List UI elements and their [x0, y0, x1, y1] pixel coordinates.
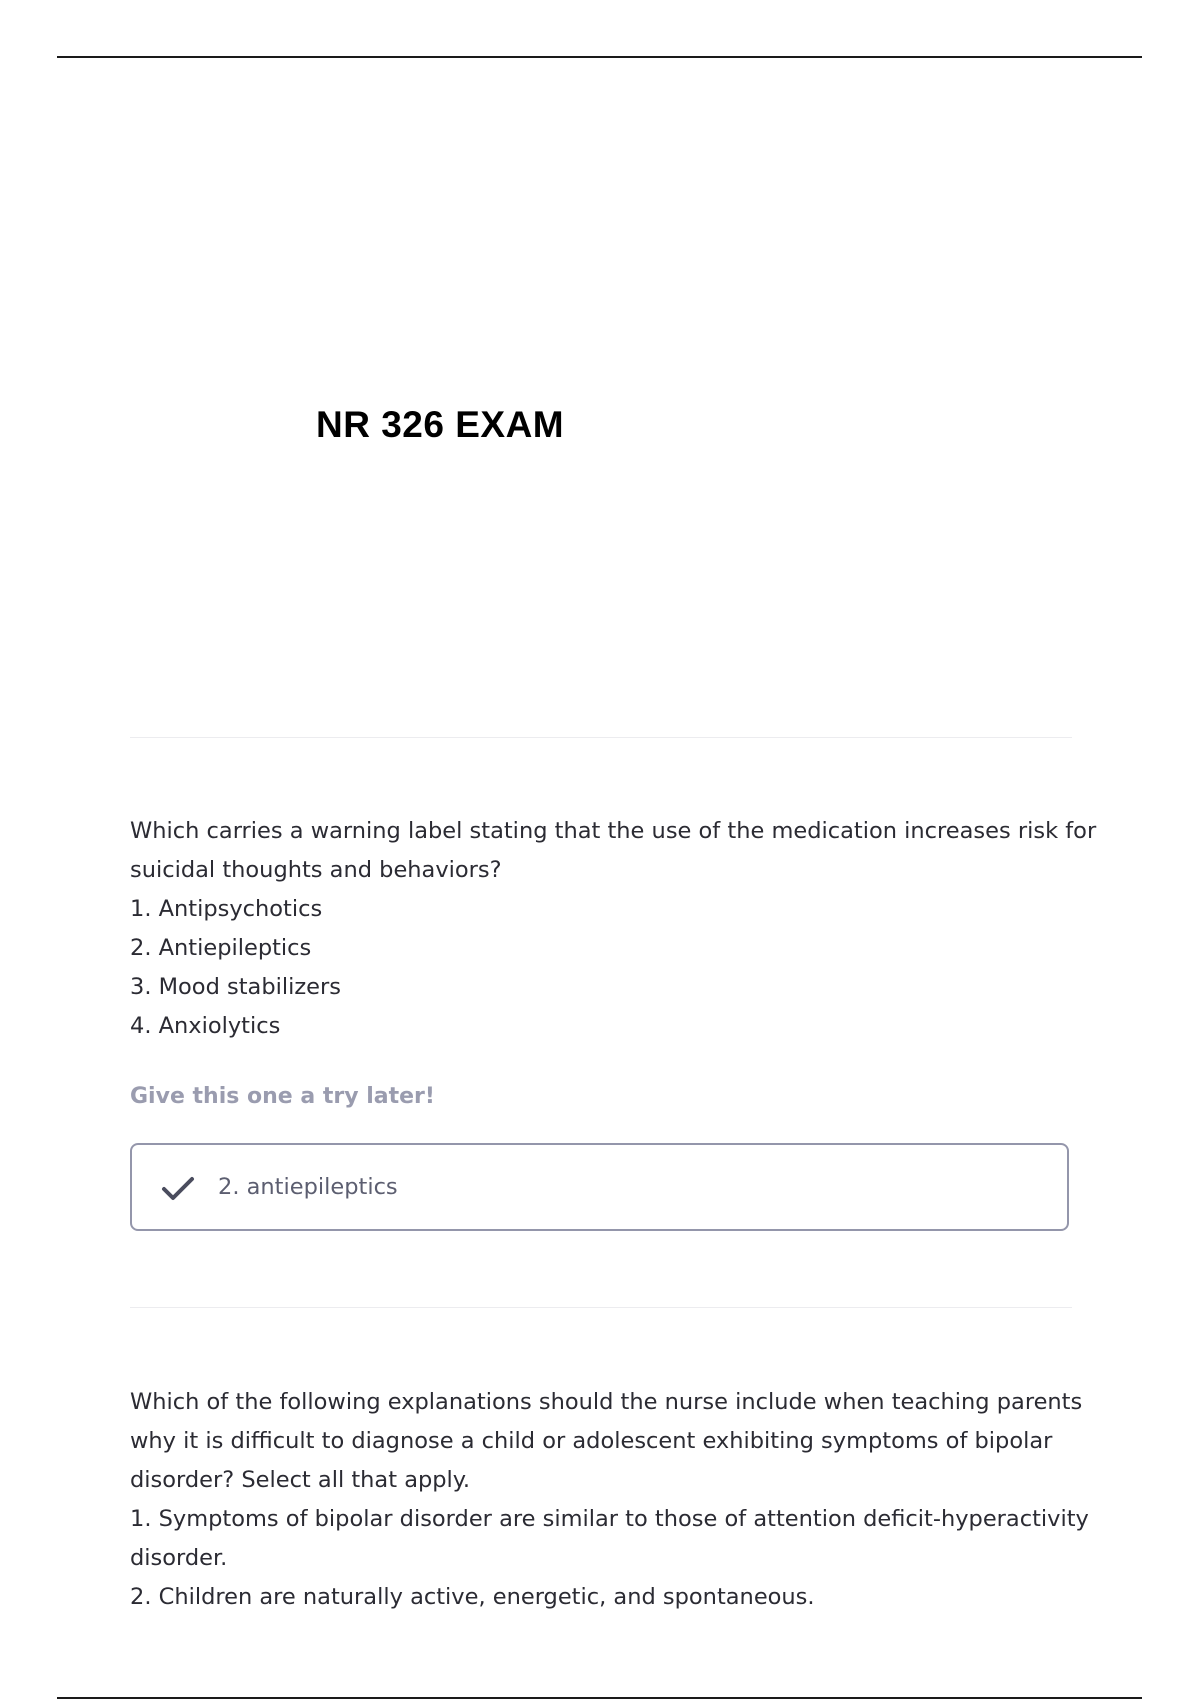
- question-2-option: 1. Symptoms of bipolar disorder are similar to those of attention deficit-hyperactivity: [130, 1506, 1089, 1532]
- question-1-text-line: Which carries a warning label stating that the use of the medication increases risk for: [130, 818, 1097, 844]
- question-1-option: 2. Antiepileptics: [130, 935, 312, 961]
- page-top-rule: [57, 56, 1142, 58]
- try-later-hint: Give this one a try later!: [130, 1084, 435, 1109]
- question-2-text-line: disorder? Select all that apply.: [130, 1467, 471, 1493]
- question-2-option-continued: disorder.: [130, 1545, 228, 1571]
- question-1-option: 4. Anxiolytics: [130, 1013, 281, 1039]
- page-bottom-rule: [57, 1697, 1142, 1699]
- question-2-text-line: why it is difficult to diagnose a child or adolescent exhibiting symptoms of bipolar: [130, 1428, 1053, 1454]
- answer-text: 2. antiepileptics: [218, 1174, 398, 1200]
- question-2: [130, 1383, 1089, 1617]
- question-2-option: 2. Children are naturally active, energetic, and spontaneous.: [130, 1584, 815, 1610]
- answer-card[interactable]: [130, 1143, 1069, 1231]
- question-1-option: 3. Mood stabilizers: [130, 974, 341, 1000]
- question-1: [130, 812, 1097, 1046]
- question-1-text-line: suicidal thoughts and behaviors?: [130, 857, 502, 883]
- question-2-text-line: Which of the following explanations should the nurse include when teaching parents: [130, 1389, 1083, 1415]
- check-icon: [161, 1175, 195, 1203]
- section-divider: [130, 737, 1072, 738]
- question-1-option: 1. Antipsychotics: [130, 896, 323, 922]
- section-divider: [130, 1307, 1072, 1308]
- document-title: NR 326 EXAM: [316, 404, 565, 445]
